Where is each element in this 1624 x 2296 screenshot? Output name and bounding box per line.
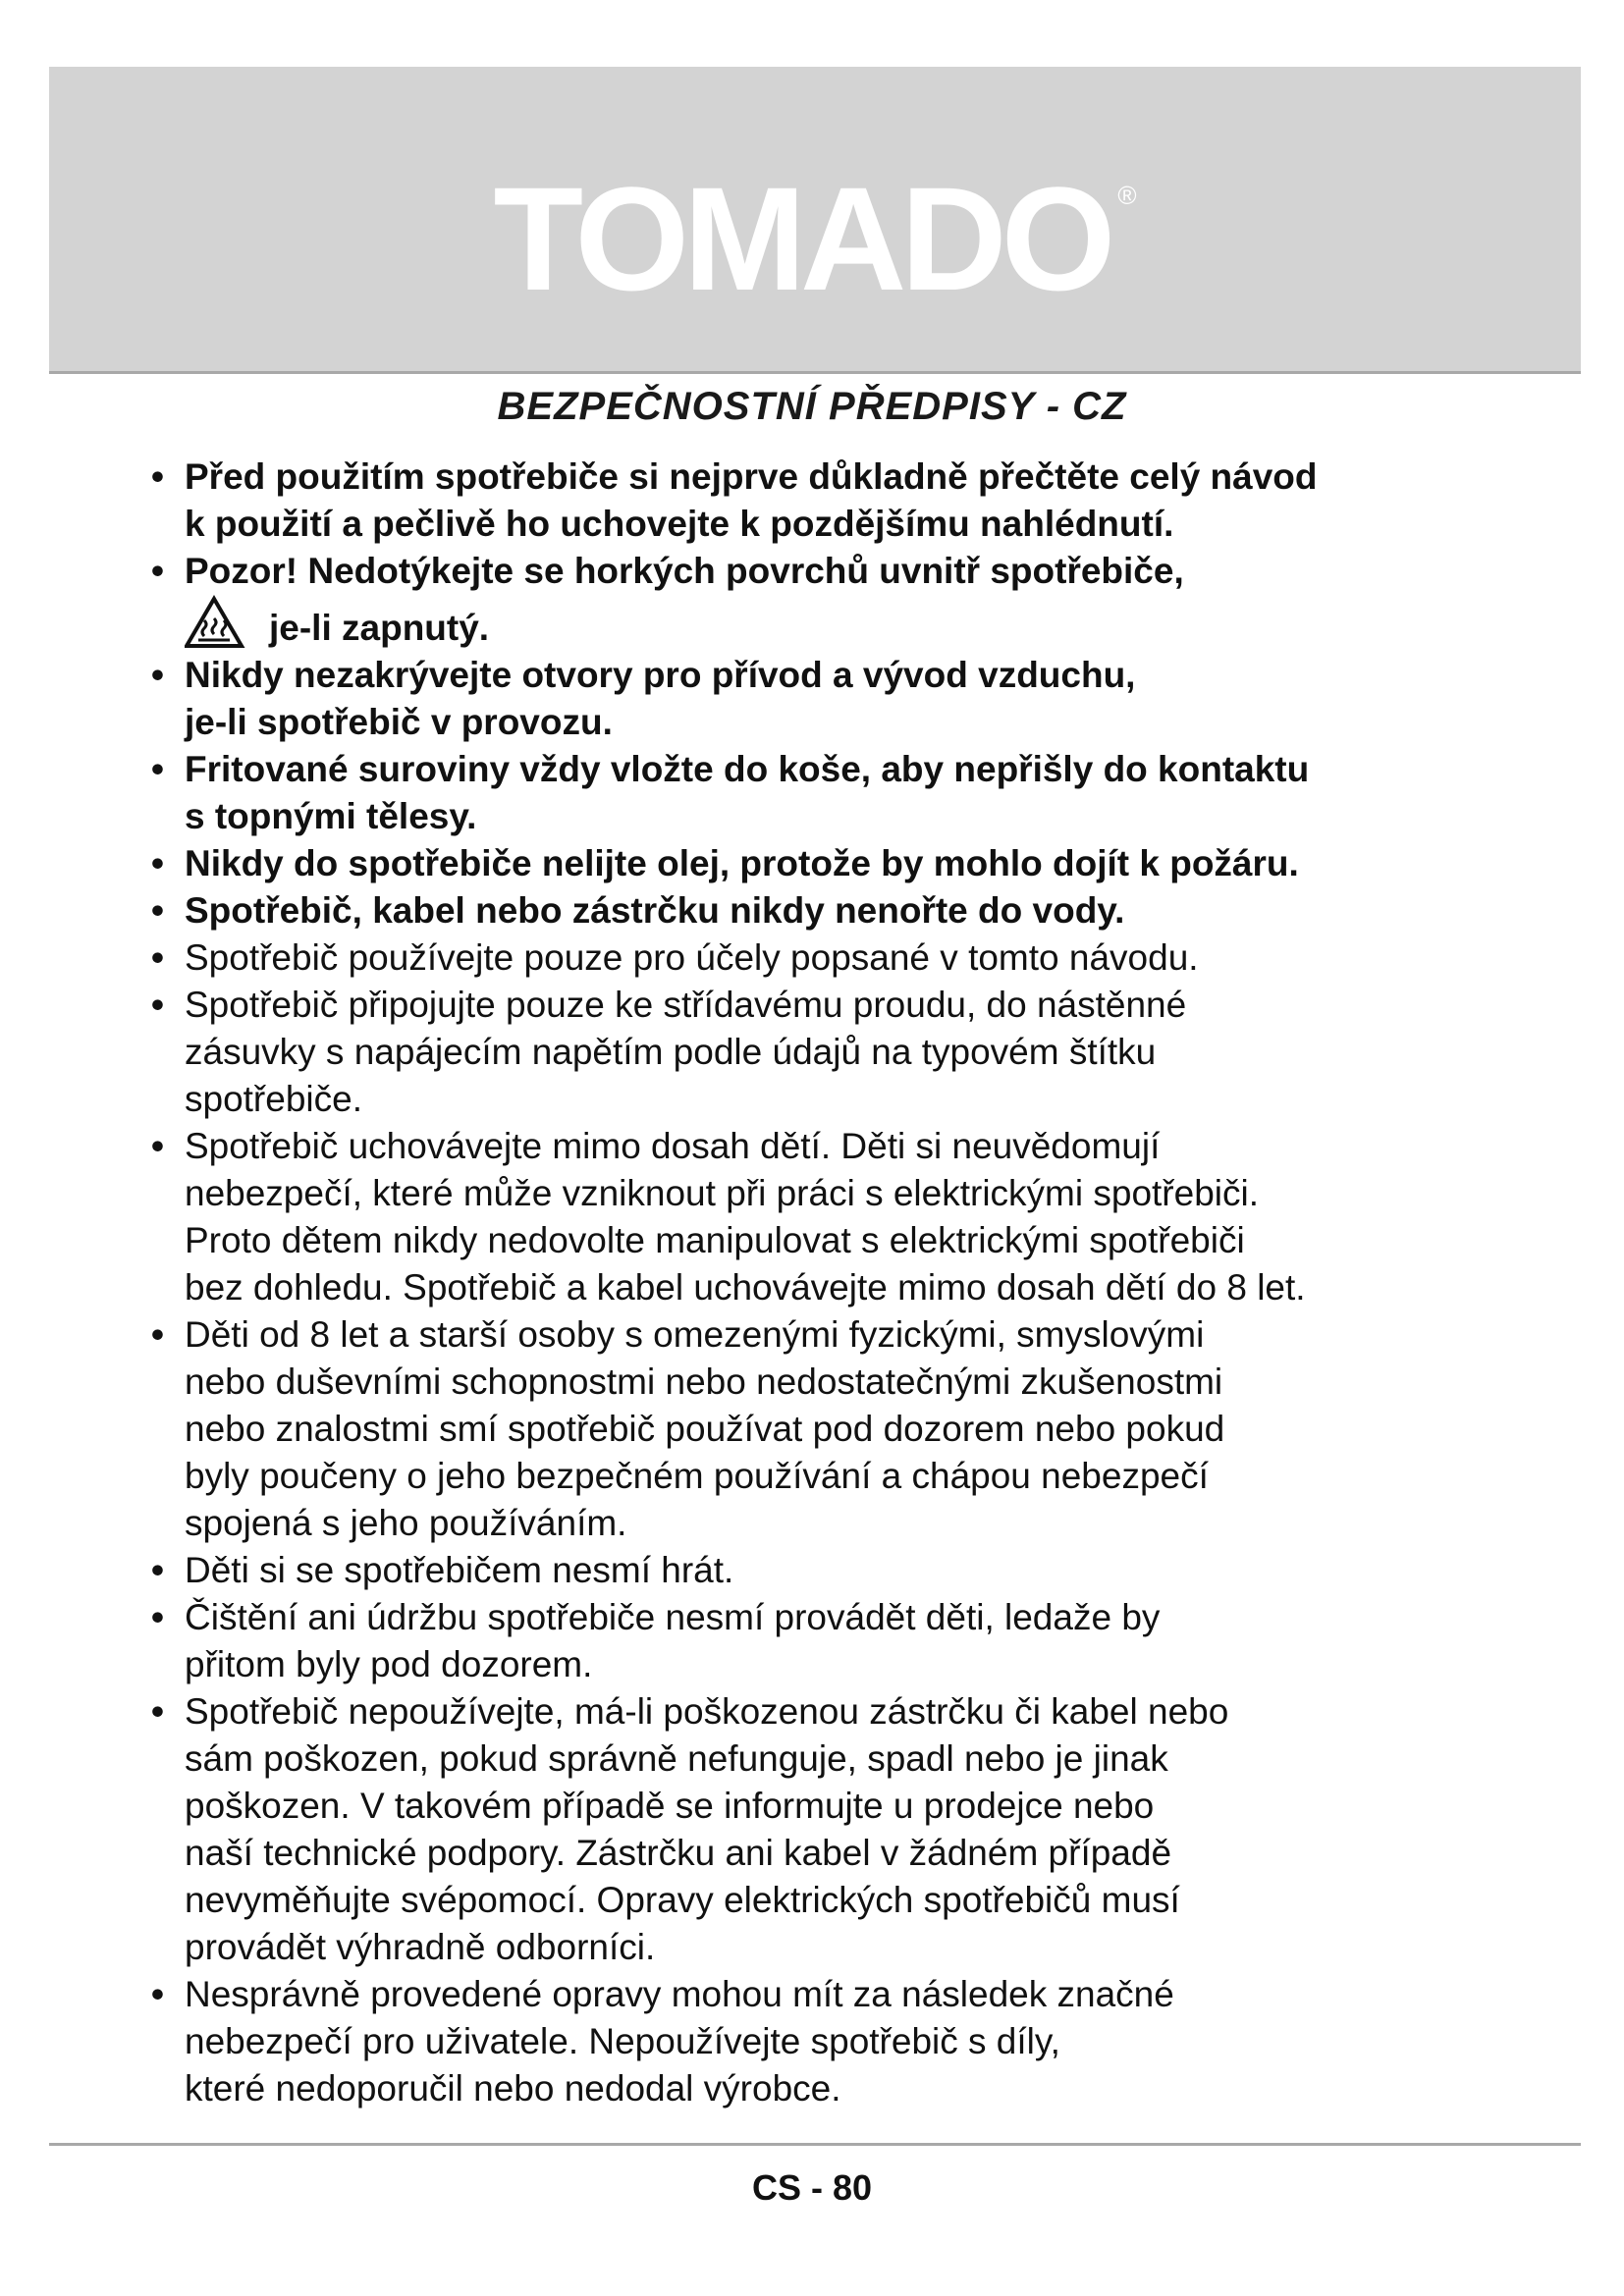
item-line: naší technické podpory. Zástrčku ani kabel v žádném případě [185,1833,1172,1873]
item-line: Nesprávně provedené opravy mohou mít za následek značné [185,1974,1174,2014]
item-line-with-icon [185,595,1512,652]
item-line: je-li zapnutý. [269,608,490,648]
bullet: • [151,456,164,497]
item-line: nebo duševními schopnostmi nebo nedostatečnými zkušenostmi [185,1362,1223,1402]
item-line: Proto dětem nikdy nedovolte manipulovat s elektrickými spotřebiči [185,1220,1245,1260]
list-item [151,454,1512,548]
item-line: Spotřebič připojujte pouze ke střídavému proudu, do nástěnné [185,985,1187,1025]
item-line: nebezpečí, které může vzniknout při práci s elektrickými spotřebiči. [185,1173,1259,1213]
list-item [151,840,1512,887]
item-line: spojená s jeho používáním. [185,1503,627,1543]
bullet: • [151,1314,164,1355]
item-line: poškozen. V takovém případě se informujte u prodejce nebo [185,1786,1155,1826]
bullet: • [151,937,164,978]
item-line: Děti si se spotřebičem nesmí hrát. [185,1550,734,1590]
item-line: které nedoporučil nebo nedodal výrobce. [185,2068,841,2109]
bullet: • [151,1974,164,2014]
bullet: • [151,1597,164,1637]
footer-divider [49,2143,1581,2146]
list-item [151,548,1512,652]
item-line: spotřebiče. [185,1079,362,1119]
bullet: • [151,1126,164,1166]
bullet: • [151,749,164,789]
bullet: • [151,985,164,1025]
list-item [151,934,1512,982]
list-item [151,1971,1512,2112]
list-item [151,1547,1512,1594]
bullet: • [151,655,164,695]
bullet: • [151,1691,164,1732]
item-line: byly poučeny o jeho bezpečném používání a chápou nebezpečí [185,1456,1209,1496]
page-number: CS - 80 [751,2167,873,2208]
list-item [151,1123,1512,1311]
item-line: Spotřebič nepoužívejte, má-li poškozenou zástrčku či kabel nebo [185,1691,1229,1732]
item-line: Nikdy do spotřebiče nelijte olej, protože by mohlo dojít k požáru. [185,843,1299,883]
brand-name: TOMADO [493,156,1110,321]
item-line: nebezpečí pro uživatele. Nepoužívejte spotřebič s díly, [185,2021,1060,2061]
list-item [151,887,1512,934]
list-item [151,1594,1512,1688]
bullet: • [151,843,164,883]
list-item [151,982,1512,1123]
item-line: Nikdy nezakrývejte otvory pro přívod a vývod vzduchu, [185,655,1136,695]
list-item [151,1688,1512,1971]
bullet: • [151,1550,164,1590]
item-line: Fritované suroviny vždy vložte do koše, aby nepřišly do kontaktu [185,749,1310,789]
item-line: s topnými tělesy. [185,796,477,836]
item-line: Pozor! Nedotýkejte se horkých povrchů uvnitř spotřebiče, [185,551,1184,591]
item-line: Před použitím spotřebiče si nejprve důkladně přečtěte celý návod [185,456,1318,497]
bullet: • [151,890,164,931]
item-line: Spotřebič uchovávejte mimo dosah dětí. Děti si neuvědomují [185,1126,1161,1166]
registered-mark: ® [1117,181,1137,210]
section-title: BEZPEČNOSTNÍ PŘEDPISY - CZ [497,385,1127,428]
list-item [151,652,1512,746]
safety-instructions-list [151,454,1512,2112]
item-line: Spotřebič používejte pouze pro účely popsané v tomto návodu. [185,937,1199,978]
item-line: Děti od 8 let a starší osoby s omezenými fyzickými, smyslovými [185,1314,1205,1355]
item-line: sám poškozen, pokud správně nefunguje, spadl nebo je jinak [185,1738,1168,1779]
item-line: bez dohledu. Spotřebič a kabel uchovávejte mimo dosah dětí do 8 let. [185,1267,1306,1308]
item-line: nevyměňujte svépomocí. Opravy elektrických spotřebičů musí [185,1880,1180,1920]
item-line: je-li spotřebič v provozu. [185,702,613,742]
item-line: Spotřebič, kabel nebo zástrčku nikdy nenořte do vody. [185,890,1125,931]
header-band [49,67,1581,374]
item-line: Čištění ani údržbu spotřebiče nesmí provádět děti, ledaže by [185,1597,1161,1637]
list-item [151,1311,1512,1547]
item-line: nebo znalostmi smí spotřebič používat pod dozorem nebo pokud [185,1409,1225,1449]
list-item [151,746,1512,840]
hot-surface-warning-icon [185,595,263,650]
item-line: přitom byly pod dozorem. [185,1644,593,1684]
bullet: • [151,551,164,591]
item-line: zásuvky s napájecím napětím podle údajů na typovém štítku [185,1032,1157,1072]
brand-logo [49,156,1581,321]
item-line: k použití a pečlivě ho uchovejte k pozdějšímu nahlédnutí. [185,504,1174,544]
item-line: provádět výhradně odborníci. [185,1927,656,1967]
